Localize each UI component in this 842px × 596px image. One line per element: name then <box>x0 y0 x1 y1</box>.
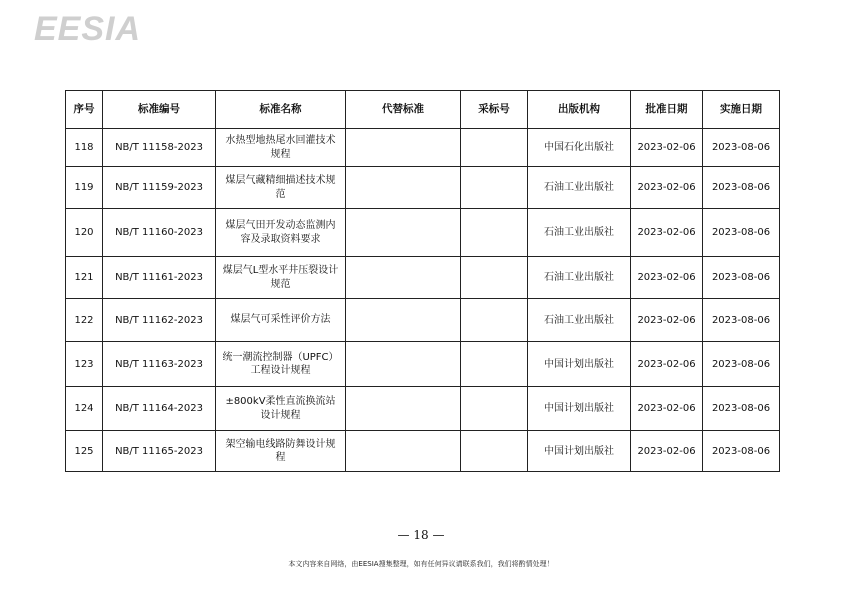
table-row <box>66 387 780 431</box>
cell-replaces <box>346 431 461 472</box>
cell-replaces <box>346 299 461 342</box>
cell-name: 煤层气可采性评价方法 <box>216 299 346 342</box>
cell-publisher: 中国石化出版社 <box>528 129 631 167</box>
cell-name: 统一潮流控制器（UPFC）工程设计规程 <box>216 342 346 387</box>
table-row <box>66 167 780 209</box>
cell-approved: 2023-02-06 <box>631 342 703 387</box>
cell-effective: 2023-08-06 <box>703 209 780 257</box>
cell-publisher: 石油工业出版社 <box>528 209 631 257</box>
cell-no: 121 <box>66 257 103 299</box>
cell-adopted <box>461 257 528 299</box>
cell-approved: 2023-02-06 <box>631 129 703 167</box>
cell-approved: 2023-02-06 <box>631 431 703 472</box>
header-publisher: 出版机构 <box>528 91 631 129</box>
cell-effective: 2023-08-06 <box>703 431 780 472</box>
header-code: 标准编号 <box>103 91 216 129</box>
cell-replaces <box>346 342 461 387</box>
standards-table <box>65 90 780 472</box>
cell-code: NB/T 11159-2023 <box>103 167 216 209</box>
cell-code: NB/T 11163-2023 <box>103 342 216 387</box>
cell-effective: 2023-08-06 <box>703 342 780 387</box>
cell-approved: 2023-02-06 <box>631 299 703 342</box>
cell-publisher: 石油工业出版社 <box>528 299 631 342</box>
cell-code: NB/T 11161-2023 <box>103 257 216 299</box>
footer-disclaimer: 本文内容来自网络，由EESIA搜集整理，如有任何异议请联系我们，我们将酌情处理！ <box>288 560 554 568</box>
cell-code: NB/T 11162-2023 <box>103 299 216 342</box>
cell-adopted <box>461 129 528 167</box>
table-row <box>66 129 780 167</box>
cell-replaces <box>346 167 461 209</box>
cell-replaces <box>346 387 461 431</box>
cell-effective: 2023-08-06 <box>703 387 780 431</box>
cell-code: NB/T 11165-2023 <box>103 431 216 472</box>
cell-no: 122 <box>66 299 103 342</box>
cell-replaces <box>346 209 461 257</box>
table-row <box>66 257 780 299</box>
cell-approved: 2023-02-06 <box>631 387 703 431</box>
header-effective: 实施日期 <box>703 91 780 129</box>
cell-adopted <box>461 209 528 257</box>
cell-no: 124 <box>66 387 103 431</box>
header-approved: 批准日期 <box>631 91 703 129</box>
cell-adopted <box>461 167 528 209</box>
cell-name: ±800kV柔性直流换流站设计规程 <box>216 387 346 431</box>
cell-effective: 2023-08-06 <box>703 257 780 299</box>
cell-code: NB/T 11160-2023 <box>103 209 216 257</box>
page-number: — 18 — <box>397 528 445 542</box>
header-no: 序号 <box>66 91 103 129</box>
cell-publisher: 石油工业出版社 <box>528 167 631 209</box>
header-adopted: 采标号 <box>461 91 528 129</box>
cell-approved: 2023-02-06 <box>631 209 703 257</box>
cell-code: NB/T 11158-2023 <box>103 129 216 167</box>
cell-name: 煤层气田开发动态监测内容及录取资料要求 <box>216 209 346 257</box>
cell-adopted <box>461 431 528 472</box>
cell-replaces <box>346 129 461 167</box>
eesia-logo: EESIA <box>34 10 142 48</box>
cell-publisher: 中国计划出版社 <box>528 387 631 431</box>
table-row <box>66 431 780 472</box>
cell-publisher: 中国计划出版社 <box>528 342 631 387</box>
cell-name: 架空输电线路防舞设计规程 <box>216 431 346 472</box>
table-row <box>66 342 780 387</box>
cell-name: 煤层气L型水平井压裂设计规范 <box>216 257 346 299</box>
cell-name: 水热型地热尾水回灌技术规程 <box>216 129 346 167</box>
cell-effective: 2023-08-06 <box>703 299 780 342</box>
cell-effective: 2023-08-06 <box>703 167 780 209</box>
table-row <box>66 209 780 257</box>
cell-publisher: 中国计划出版社 <box>528 431 631 472</box>
cell-replaces <box>346 257 461 299</box>
cell-approved: 2023-02-06 <box>631 167 703 209</box>
cell-adopted <box>461 387 528 431</box>
cell-no: 119 <box>66 167 103 209</box>
table-row <box>66 299 780 342</box>
cell-publisher: 石油工业出版社 <box>528 257 631 299</box>
cell-approved: 2023-02-06 <box>631 257 703 299</box>
cell-name: 煤层气藏精细描述技术规范 <box>216 167 346 209</box>
cell-code: NB/T 11164-2023 <box>103 387 216 431</box>
cell-effective: 2023-08-06 <box>703 129 780 167</box>
cell-no: 120 <box>66 209 103 257</box>
cell-no: 125 <box>66 431 103 472</box>
header-name: 标准名称 <box>216 91 346 129</box>
header-replaces: 代替标准 <box>346 91 461 129</box>
table-header-row <box>66 91 780 129</box>
cell-no: 118 <box>66 129 103 167</box>
cell-adopted <box>461 299 528 342</box>
cell-no: 123 <box>66 342 103 387</box>
cell-adopted <box>461 342 528 387</box>
